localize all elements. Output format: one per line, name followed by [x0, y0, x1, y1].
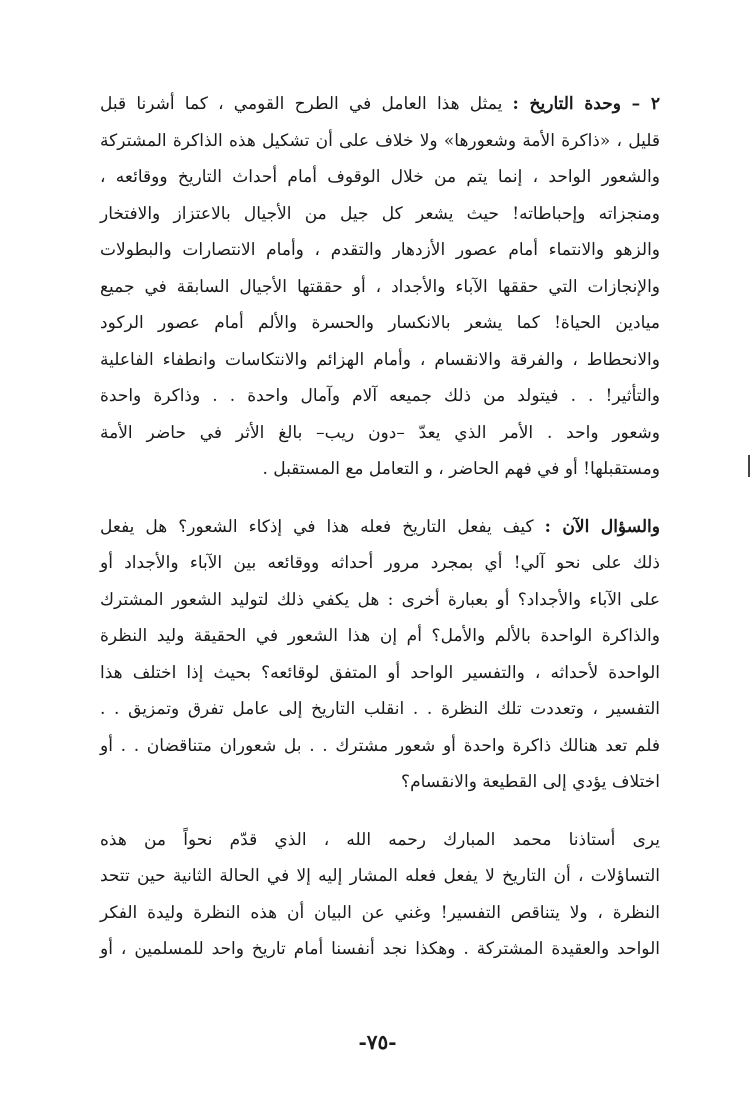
paragraph-question [100, 509, 660, 801]
text-line: والسؤال الآن : كيف يفعل التاريخ فعله هذا في إذكاء الشعور؟ هل يفعل [100, 516, 660, 537]
section-heading: ٢ – وحدة التاريخ : [512, 94, 661, 114]
text-line: النظرة ، ولا يتناقص التفسير! وغني عن البيان أن هذه النظرة وليدة الفكر [100, 902, 660, 923]
text-line: والانحطاط ، والفرقة والانقسام ، وأمام الهزائم والانتكاسات وانطفاء الفاعلية [100, 349, 660, 370]
text-line: ومنجزاته وإحباطاته! حيث يشعر كل جيل من الأجيال بالاعتزاز والافتخار [100, 203, 660, 224]
text-line: الواحدة لأحداثه ، والتفسير الواحد أو المتفق لوقائعه؟ بحيث إذا اختلف هذا [100, 662, 660, 683]
text-line: فلم تعد هنالك ذاكرة واحدة أو شعور مشترك . . بل شعوران متناقضان . . أو [100, 735, 660, 756]
text-line: والذاكرة الواحدة بالألم والأمل؟ أم إن هذا الشعور في الحقيقة وليد النظرة [100, 626, 660, 646]
paragraph-mubarak-view [100, 822, 660, 968]
page-body [100, 86, 660, 968]
text-line: والإنجازات التي حققها الآباء والأجداد ، أو حققتها الأجيال السابقة في جميع [100, 276, 660, 297]
text-line: ومستقبلها! أو في فهم الحاضر ، و التعامل مع المستقبل . [262, 459, 660, 479]
text-line: قليل ، «ذاكرة الأمة وشعورها» ولا خلاف على أن تشكيل هذه الذاكرة المشتركة [100, 130, 660, 151]
text-line: والشعور الواحد ، إنما يتم من خلال الوقوف أمام أحداث التاريخ ووقائعه ، [100, 167, 660, 187]
text-line: الواحد والعقيدة المشتركة . وهكذا نجد أنفسنا أمام تاريخ واحد للمسلمين ، أو [100, 939, 660, 959]
text-line: والتأثير! . . فيتولد من ذلك جميعه آلام وآمال واحدة . . وذاكرة واحدة [100, 386, 660, 406]
text-line: اختلاف يؤدي إلى القطيعة والانقسام؟ [401, 772, 660, 792]
text-line: وشعور واحد . الأمر الذي يعدّ –دون ريب– بالغ الأثر في حاضر الأمة [100, 422, 660, 443]
text-line: التفسير ، وتعددت تلك النظرة . . انقلب التاريخ إلى عامل تفرق وتمزيق . . [100, 699, 660, 719]
paragraph-gap [100, 488, 660, 509]
text-line: ٢ – وحدة التاريخ : يمثل هذا العامل في الطرح القومي ، كما أشرنا قبل [100, 94, 661, 114]
page-number: -٧٥- [358, 1030, 397, 1054]
text-line: والزهو والانتماء أمام عصور الأزدهار والتقدم ، وأمام الانتصارات والبطولات [100, 240, 660, 260]
text-line: التساؤلات ، أن التاريخ لا يفعل فعله المشار إليه إلا في الحالة الثانية حين تتحد [100, 866, 660, 886]
text-line: على الآباء والأجداد؟ أو بعبارة أخرى : هل يكفي ذلك لتوليد الشعور المشترك [100, 589, 660, 610]
text-line: ميادين الحياة! كما يشعر بالانكسار والحسرة والألم أمام عصور الركود [100, 313, 660, 333]
paragraph-gap [100, 801, 660, 822]
text-line: ذلك على نحو آلي! أي بمجرد مرور أحداثه ووقائعه بين الآباء والأجداد أو [100, 553, 660, 573]
paragraph-history-unity [100, 86, 660, 488]
scan-edge-mark [748, 455, 750, 477]
text-line: يرى أستاذنا محمد المبارك رحمه الله ، الذي قدّم نحواً من هذه [100, 829, 660, 850]
question-heading: والسؤال الآن : [544, 516, 660, 537]
